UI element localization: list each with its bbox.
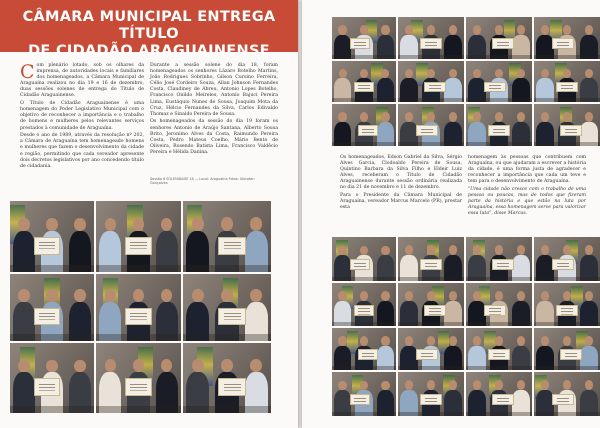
- ceremony-photo: [466, 61, 532, 102]
- ceremony-photo: [534, 283, 600, 326]
- ceremony-photo: [183, 274, 271, 341]
- ceremony-photo: [183, 343, 271, 413]
- ceremony-photo: [534, 61, 600, 102]
- ceremony-photo: [534, 328, 600, 370]
- paragraph-7: Para o Presidente da Câmara Municipal de Araguaína, vereador Marcus Marcelo (PR), prestar esta: [340, 193, 462, 211]
- ceremony-photo: [534, 372, 600, 416]
- ceremony-photo: [466, 328, 532, 370]
- ceremony-photo: [466, 283, 532, 326]
- dropcap: C: [20, 61, 35, 83]
- ceremony-photo: [398, 283, 464, 326]
- ceremony-photo: [398, 17, 464, 59]
- paragraph-6: Os homenageados, Edson Gabriel da Silva, Sérgio Alves Garcia, Clodoaldo Pereira de Sousa, Quintino Barbara da Silva Filho e Eldeir Luiz Alves, receberam o Título de Cidadão Araguainense durante sessão ordinária realizada no dia 21 de novembro e 11 de dezembro.: [340, 155, 462, 191]
- ceremony-photo: [332, 17, 396, 59]
- photo-caption: Sessão 6 SOLENIDADE 18 — Local: Araguaína Fotos: Ubiratan Gonçalves: [150, 177, 255, 186]
- ceremony-photo: [10, 201, 94, 272]
- column-2: [150, 63, 278, 158]
- ceremony-photo: [183, 201, 271, 272]
- paragraph-3: Desde o ano de 1989, através da resolução nº 202, a Câmara de Araguaína tem homenageado homens e mulheres que fazem o desenvolvimento da cidade e região, permitindo que cada vereador apresente dois decretos legislativos por ano concedendo título de cidadania.: [20, 133, 144, 169]
- paragraph-8: homenagem às pessoas que contribuem com Araguaína, ou que ajudaram a escrever a história da cidade, é uma forma justa de agradecer e reconhecer a importância que cada um teve e tem para o desenvolvimento de Araguaína.: [468, 155, 586, 185]
- left-page: [0, 0, 298, 428]
- column-1: [20, 63, 144, 171]
- ceremony-photo: [332, 237, 396, 281]
- ceremony-photo: [332, 283, 396, 326]
- ceremony-photo: [398, 104, 464, 146]
- ceremony-photo: [534, 237, 600, 281]
- ceremony-photo: [332, 104, 396, 146]
- ceremony-photo: [398, 328, 464, 370]
- ceremony-photo: [96, 201, 181, 272]
- paragraph-1-text: om plenário lotado, sob os olhares da imprensa, de autoridades locais e familiares dos homenageados, a Câmara Municipal de Araguaína realizou no dia 19 e 16 de dezembro, duas sessões solenes de entrega do Título de Cidadão Araguainense.: [20, 63, 144, 99]
- ceremony-photo: [534, 17, 600, 59]
- column-4: [468, 155, 586, 219]
- ceremony-photo: [10, 274, 94, 341]
- ceremony-photo: [398, 237, 464, 281]
- paragraph-2: O Título de Cidadão Araguainense é uma homenagem do Poder Legislativo Municipal com o objetivo de reconhecer a importância e o trabalho de homens e mulheres pelos relevantes serviços prestados à comunidade de Araguaína.: [20, 101, 144, 131]
- ceremony-photo: [398, 372, 464, 416]
- ceremony-photo: [466, 372, 532, 416]
- ceremony-photo: [466, 104, 532, 146]
- title-line-2: DE CIDADÃO ARAGUAINENSE: [28, 43, 270, 59]
- right-page: [302, 0, 600, 428]
- ceremony-photo: [332, 328, 396, 370]
- paragraph-1: [20, 63, 144, 100]
- paragraph-9: "Uma cidade não cresce com o trabalho de uma pessoa ou poucas, mas de todos que fizeram parte da história e que estão na luta por Araguaína, essa homenagem serve para valorizar essa luta", disse Marcus.: [468, 187, 586, 217]
- ceremony-photo: [534, 104, 600, 146]
- ceremony-photo: [10, 343, 94, 413]
- ceremony-photo: [96, 274, 181, 341]
- article-title: [0, 0, 298, 59]
- paragraph-5: Os homenageados da sessão do dia 19 foram os senhores Antonio de Araújo Santana, Alberto Sousa Brito, Jeronimo Alves da Costa, Raimundo Pereira Costa, Pedro Mateus Coelho, Mário Bento de Oliveira, Rosendo Batista Lima, Francisco Valdêcio Pereira e Hélida Danina.: [150, 119, 278, 155]
- ceremony-photo: [332, 61, 396, 102]
- column-3: [340, 155, 462, 213]
- ceremony-photo: [96, 343, 181, 413]
- ceremony-photo: [466, 237, 532, 281]
- ceremony-photo: [398, 61, 464, 102]
- ceremony-photo: [332, 372, 396, 416]
- title-line-1: CÂMARA MUNICIPAL ENTREGA TÍTULO: [22, 9, 276, 42]
- paragraph-4: Durante a sessão solene do dia 18, foram homenageados os senhores Lázaro Botelho Martins, João Rodrigues Sobrinho, Gilson Cursino Ferreira, Célio José Cordeiro Souza, Allan Johnson Fernandes Costa, Claudiney de Abreu, Antonio Lopes Botelho, Francisco Onildo Meireles, Antonio Bajuci Pereira Lima, Eustáquio Nunes de Sousa, Joaquim Mota da Cruz, Hélcio Fernandes da Silva, Carlos Edivaldo Thomaz e Sinaldo Pereira de Sousa.: [150, 63, 278, 117]
- ceremony-photo: [466, 17, 532, 59]
